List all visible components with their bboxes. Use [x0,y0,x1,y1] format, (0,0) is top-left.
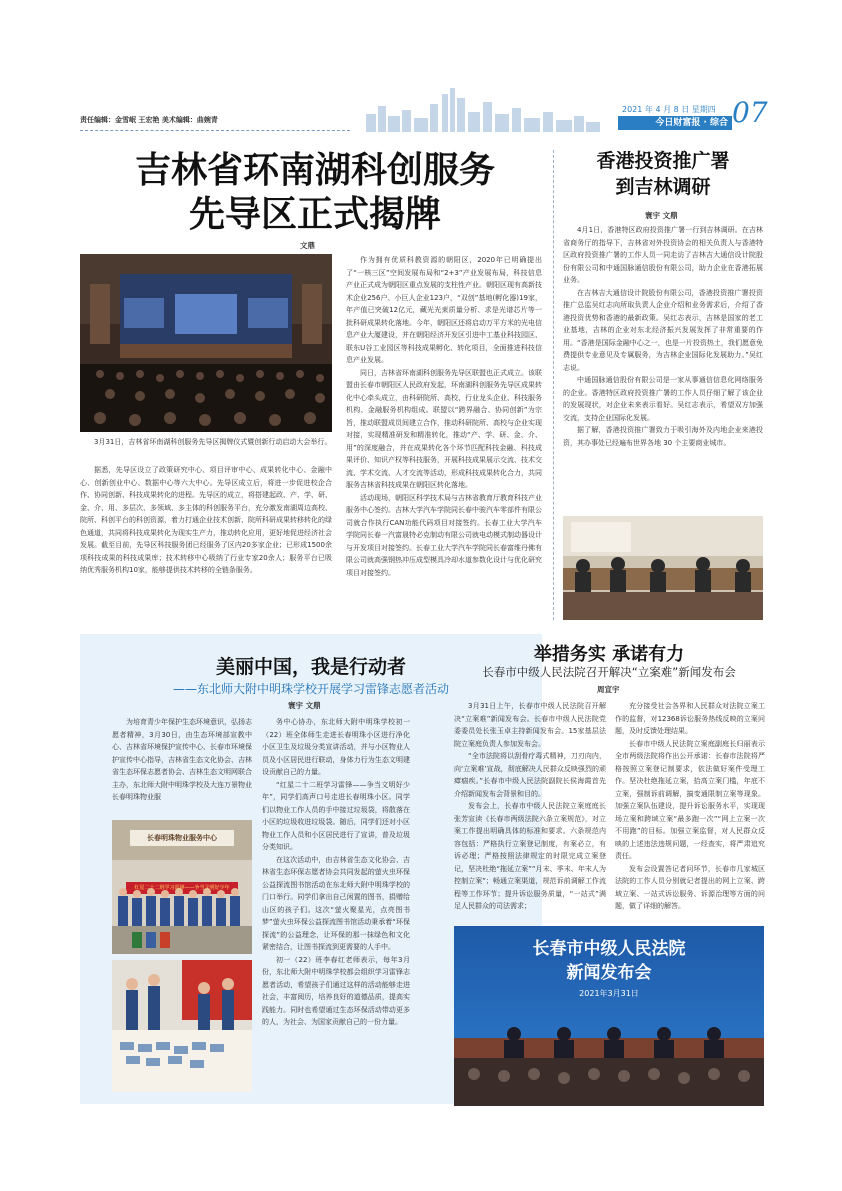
vol-photo-1-sign: 长春明珠物业服务中心 [147,834,217,842]
hk-headline [563,148,763,200]
vol-right-body [262,716,410,1029]
paragraph: 发布会上，长春市中级人民法院立案庭庭长张芳宣读《长春市两级法院六条立案规范》，对立案工作提出明确具体的标准和要求。六条规范内容包括：严格执行立案登记制度，有案必立，有诉必理；严格按照法律规定的时限完成立案登记，坚决杜绝“拖延立案”“月末、季末、年末人为控制立案”；畅通立案渠道，规范诉前调解工作流程等工作环节；提升诉讼服务质量，“一站式”满足人民群众的司法需求； [454,802,606,910]
court-author: 周宣宇 [597,685,620,694]
court-photo-date: 2021年3月31日 [579,989,639,998]
skyline-graphic [362,86,602,132]
paragraph: 3月31日上午，长春市中级人民法院召开解决“立案难”新闻发布会。长春市中级人民法院党委委员处长张玉卓主持新闻发布会。15家基层法院立案庭负责人参加发布会。 [454,702,606,748]
court-title: 举措务实 承诺有力 [533,644,685,665]
vol-photo-1-banner: 红星二十二班学习雷锋——争当文明好少年 [134,885,230,891]
court-photo [454,926,764,1106]
paragraph: “红星二十二班学习雷锋——争当文明好少年”，同学们高声口号走进长春明珠小区。同学们以物业工作人员的手中接过垃圾袋，将散落在小区的垃圾收进垃圾袋。随后，同学们还对小区物业工作人员和小区居民进行了宣讲，普及垃圾分类知识。 [262,780,410,851]
main-photo-caption: 3月31日，吉林省环南湖科创服务先导区揭牌仪式暨创新行动启动大会举行。 [94,438,332,446]
paragraph: 发布会设置答记者问环节，长春市几家城区法院的工作人员分别就记者提出的网上立案、跨域立案、一站式诉讼服务、诉源治理等方面的问题，做了详细的解答。 [615,864,765,910]
paragraph: 据了解，香港投资推广署致力于吸引海外及内地企业来港投资，其办事处已经遍布世界各地 30 个主要商业城市。 [563,426,763,447]
header-rule-left [80,130,350,132]
paragraph: 充分接受社会各界和人民群众对法院立案工作的监督，对12368诉讼服务热线反映的立案问题，及时反馈处理结果。 [615,702,765,735]
main-author: 文鼎 [300,241,315,250]
paragraph: 中通国脉通信股份有限公司是一家从事通信信息化网络服务的企业。香港特区政府投资推广署的工作人员仔细了解了该企业的发展现状，对企业未来表示看好。吴红志表示，希望双方加强交流，支持企业国际化发展。 [563,376,763,422]
paragraph: 作为拥有优质科教资源的朝阳区，2020年已明确提出了“一核三区”空间发展布局和“2+3”产业发展布局，科技信息产业正式成为朝阳区重点发展的支柱性产业。朝阳区现有高新技术企业256户、小巨人企业123户，“双创”基地(孵化器)19家，年产值已突破12亿元，藏光光束质量分析、求是光谱芯片等一批科研成果转化落地。今年，朝阳区还将启动万平方米的光电信息产业大厦建设，并在朝阳经济开发区引进中工基业科技园区、联东U谷工业园区等科技成果孵化、转化项目，全面推进科技信息产业发展。 [346,256,542,364]
hk-photo [563,516,763,620]
paragraph: “全市法院将以刮骨疗毒式精神，刀刃向内，向‘立案难’宣战，彻底解决人民群众反映强烈的顽瘴痼疾。”长春市中级人民法院副院长侯海霞首先介绍新闻发布会背景和目的。 [454,752,606,798]
paragraph: 在这次活动中，由吉林省生态文化协会、吉林省生态环保志愿者协会共同发起的萤火虫环保公益探流图书馆活动在东北师大附中明珠学校的门口举行。同学们拿出自己闲置的图书，捐赠给山区的孩子们。这次“萤火聚星光，点亮图书梦”萤火虫环保公益探流图书馆活动秉承着“环保探流”的公益理念，让环保的那一抹绿色和文化紧密结合，让图书探流到更需要的人手中。 [262,855,410,951]
main-headline [80,148,550,236]
vol-subtitle: ——东北师大附中明珠学校开展学习雷锋志愿者活动 [172,682,449,696]
main-photo [80,254,332,432]
column-divider [553,150,554,620]
paragraph: 为培育青少年保护生态环境意识，弘扬志愿者精神，3月30日，由生态环境部宣教中心、吉林省环境保护宣传中心、长春市环境保护宣传中心指导，吉林省生态文化协会、吉林省生态环保志愿者协会、吉林生态文明网联合主办，东北师大附中明珠学校及大连万景物业长春明珠物业服 [112,718,252,801]
court-right-body [615,700,765,913]
main-right-body [346,254,542,579]
vol-photo-2 [112,960,252,1092]
header-editors: 责任编辑：金雪岷 王宏艳 美术编辑：曲婉青 [80,116,218,124]
paragraph: 活动现场，朝阳区科学技术局与吉林省教育厅教育科技产业服务中心签约。吉林大学汽车学院同长春中骏汽车零部件有限公司就合作执行CAN功能代码项目对接签约。长春工业大学汽车学院同长春一汽富晟特必克制动有限公司就电动模式制动器设计与开发项目对接签约。长春工业大学汽车学院同长春富维丹佛有限公司就高强钢热冲压成型模具冷却水道参数化设计与优化研究项目对接签约。 [346,493,542,577]
hk-body [563,224,763,449]
hk-title-line1: 香港投资推广署 [596,150,730,172]
main-left-body [80,464,332,577]
paragraph: 在吉林吉大通信设计院股份有限公司，香港投资推广署投资推广总监吴红志向所取负责人企业介绍和业务需求后，介绍了香港投资优势和香港的最新政策。吴红志表示，吉林是国家的老工业基地，吉林的企业对东北经济振兴发展发挥了非常重要的作用。“香港是国际金融中心之一，也是一片投资热土，我们愿意免费提供专业意见及专属服务，为吉林企业国际化发展助力。”吴红志说。 [563,288,763,372]
court-left-body [454,700,606,913]
vol-title: 美丽中国，我是行动者 [215,656,406,678]
hk-author: 寰宇 文鼎 [645,211,678,220]
hk-title-line2: 到吉林调研 [615,176,711,198]
header-date: 2021 年 4 月 8 日 星期四 [622,105,716,114]
court-photo-title2: 新闻发布会 [566,963,652,983]
vol-photo-1 [112,820,252,954]
main-title-line1: 吉林省环南湖科创服务 [134,149,495,191]
vol-left-body [112,716,252,804]
header-section: 今日财富报 · 综合 [655,118,728,128]
paragraph: 4月1日，香港特区政府投资推广署一行到吉林调研。在吉林省商务厅的指导下，吉林省对外投资协会的相关负责人与香港特区政府投资推广署的工作人员一同走访了吉林吉大通信设计院股份有限公司和中通国脉通信股份有限公司，助力企业在香港拓展业务。 [563,226,763,284]
paragraph: 长春市中级人民法院立案庭副庭长归丽表示全市两级法院将作出公开承诺：长春市法院将严格按照立案登记制要求，依法做好案件受理工作。坚决杜绝拖延立案，拾高立案门槛，年底不立案，强制诉前调解，搞变通限制立案等现象。加强立案队伍建设，提升诉讼服务水平，实现现场立案和跨域立案“最多跑一次”“网上立案一次不用跑”的目标。加强立案监督，对人民群众反映的上述违法违规问题，一经查实，将严肃追究责任。 [615,739,765,860]
paragraph: 同日，吉林省环南湖科创服务先导区联盟也正式成立。该联盟由长春市朝阳区人民政府发起，环南湖科创服务先导区成果转化中心牵头成立，由科研院所、高校、行业龙头企业、科技服务机构、金融服务机构组成。联盟以“跨界融合、协同创新”为宗旨，推动联盟成员间建立合作，推动科研院所、高校与企业实现对接，实现精准研发和精准转化，推动“产、学、研、金、介、用”的深度融合，并在成果转化各个环节匹配科技金融、科技成果评价、知识产权等科技服务，开展科技成果展示交流、技术交流、学术交流、人才交流等活动，形成科技成果转化合力，共同服务吉林省科技成果在朝阳区转化落地。 [346,368,542,489]
main-title-line2: 先导区正式揭牌 [188,193,441,235]
vol-author: 寰宇 文鼎 [288,701,321,710]
paragraph: 据悉，先导区设立了政策研究中心、项目评审中心、成果转化中心、金融中心、创新创业中心、数据中心等六大中心。先导区成立后，将进一步促进校企合作、协同创新、科技成果转化的进程。先导区的成立，将搭建起政、产、学、研、金、介、用、多层次、多领域、多主体的科创服务平台，充分激发南湖周边高校、院所、科创平台的科创资源，着力打通企业技术创新、院所科研成果转移转化的绿色通道，共同将科技成果转化为现实生产力，推动转化应用，更好地促进经济社会发展。截至目前，先导区科技服务团已经服务了区内20多家企业；已形成1500余项科技成果的科技成果库；技术转移中心吸纳了行业专家20余人；服务平台已吸纳优秀服务机构10家，能够提供技术转移的全链条服务。 [80,466,332,574]
court-photo-title1: 长春市中级人民法院 [532,939,686,959]
court-subtitle: 长春市中级人民法院召开解决“立案难”新闻发布会 [482,665,736,679]
header-section-bar [618,116,732,130]
page-number: 07 [732,96,768,129]
paragraph: 初一（22）班李春红老师表示，每年3月份，东北师大附中明珠学校都会组织学习雷锋志愿者活动，希望孩子们通过这样的活动能够走进社会，丰富阅历，培养良好的道德品质，提高实践能力。同时也希望通过生态环保活动带动更多的人，为社会、为国家贡献自己的一份力量。 [262,955,410,1026]
paragraph: 务中心协办，东北师大附中明珠学校初一（22）班全体师生走进长春明珠小区进行净化小区卫生及垃圾分类宣讲活动，并与小区物业人员及小区居民进行联动，身体力行为生态文明建设贡献自己的力量。 [262,718,410,776]
